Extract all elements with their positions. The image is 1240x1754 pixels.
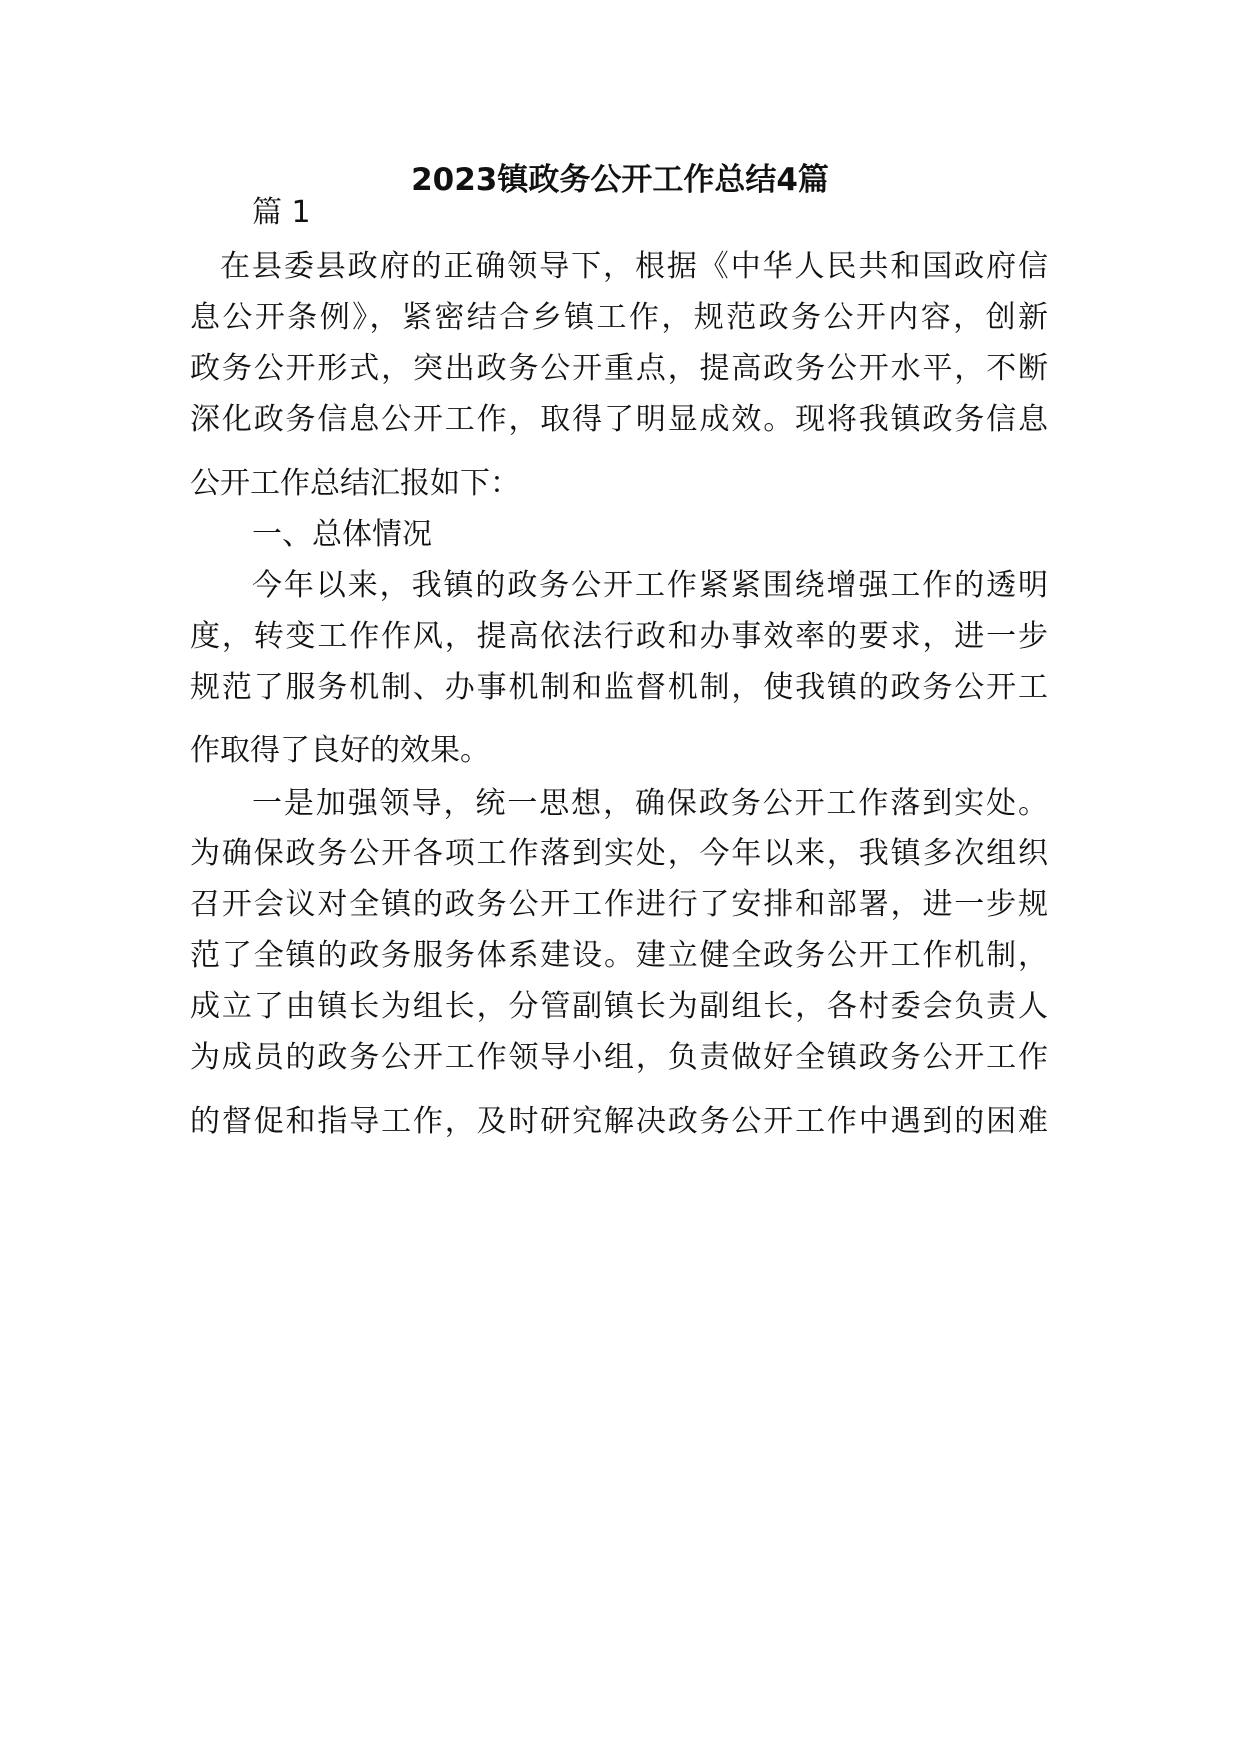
- paragraph-line: 公开工作总结汇报如下：: [190, 466, 520, 501]
- paragraph-line: 息公开条例》，紧密结合乡镇工作，规范政务公开内容，创新: [190, 300, 1048, 335]
- paragraph-line: 政务公开形式，突出政务公开重点，提高政务公开水平，不断: [190, 351, 1048, 386]
- paragraph-line: 一是加强领导，统一思想，确保政务公开工作落到实处。: [252, 786, 1048, 821]
- section-heading: 一、总体情况: [252, 517, 432, 552]
- section-label: 篇 1: [252, 195, 311, 230]
- paragraph-line: 范了全镇的政务服务体系建设。建立健全政务公开工作机制，: [190, 938, 1048, 973]
- paragraph-line: 作取得了良好的效果。: [190, 733, 490, 768]
- paragraph-line: 为成员的政务公开工作领导小组，负责做好全镇政务公开工作: [190, 1040, 1048, 1075]
- paragraph-line: 今年以来，我镇的政务公开工作紧紧围绕增强工作的透明: [252, 568, 1048, 603]
- paragraph-line: 的督促和指导工作，及时研究解决政务公开工作中遇到的困难: [190, 1104, 1048, 1139]
- paragraph-line: 召开会议对全镇的政务公开工作进行了安排和部署，进一步规: [190, 887, 1048, 922]
- paragraph-line: 成立了由镇长为组长，分管副镇长为副组长，各村委会负责人: [190, 989, 1048, 1024]
- paragraph-line: 度，转变工作作风，提高依法行政和办事效率的要求，进一步: [190, 619, 1048, 654]
- paragraph-line: 在县委县政府的正确领导下，根据《中华人民共和国政府信: [220, 249, 1048, 284]
- document-title: 2023镇政务公开工作总结4篇: [411, 162, 829, 198]
- paragraph-line: 规范了服务机制、办事机制和监督机制，使我镇的政务公开工: [190, 670, 1048, 705]
- paragraph-line: 深化政务信息公开工作，取得了明显成效。现将我镇政务信息: [190, 402, 1048, 437]
- paragraph-line: 为确保政务公开各项工作落到实处，今年以来，我镇多次组织: [190, 836, 1048, 871]
